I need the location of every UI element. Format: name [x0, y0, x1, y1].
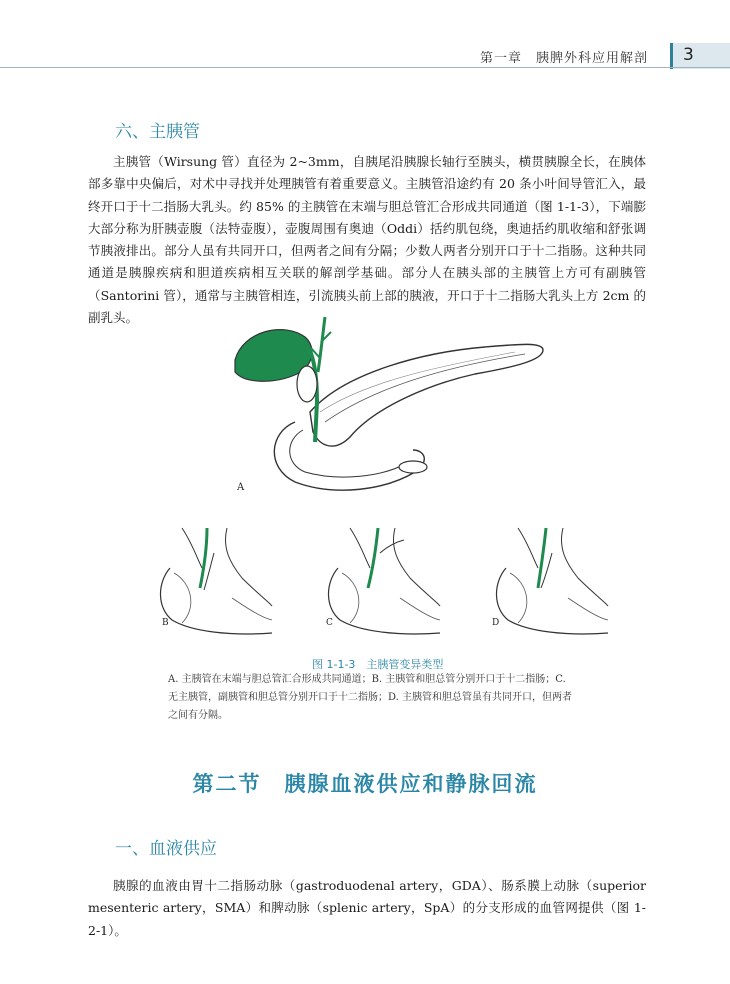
figure-caption-title: 图 1-1-3 主胰管变异类型: [312, 658, 444, 671]
figure-panel-c: [320, 528, 440, 638]
main-duct-paragraph-text: 主胰管（Wirsung 管）直径为 2~3mm，自胰尾沿胰腺长轴行至胰头，横贯胰腺全长，在胰体部多靠中央偏后，对术中寻找并处理胰管有着重要意义。主胰管沿途约有 20 条小叶间导管汇入，最终开口于十二指肠大乳头。约 85% 的主胰管在末端与胆总管汇合形成共同通道（图 1-1-3），下端膨大部分称为肝胰壶腹（法特壶腹），壶腹周围有奥迪（Oddi）括约肌包绕，奥迪括约肌收缩和舒张调节胰液排出。部分人虽有共同开口，但两者之间有分隔；少数人两者分别开口于十二指肠。这种共同通道是胰腺疾病和胆道疾病相互关联的解剖学基础。部分人在胰头部的主胰管上方可有副胰管（Santorini 管），通常与主胰管相连，引流胰头前上部的胰液，开口于十二指肠大乳头上方 2cm 的副乳头。: [88, 154, 646, 326]
figure-caption-text: A. 主胰管在末端与胆总管汇合形成共同通道；B. 主胰管和胆总管分别开口于十二指肠；C. 无主胰管，副胰管和胆总管分别开口于十二指肠；D. 主胰管和胆总管虽有共同开口，但两者之间有分隔。: [168, 674, 573, 721]
panel-b-label: B: [162, 618, 169, 628]
section-heading-main-duct: 六、主胰管: [115, 122, 200, 142]
header-rule: [0, 67, 730, 68]
pancreas-outline: [310, 344, 543, 446]
figure-panel-a: [225, 312, 555, 502]
main-duct-paragraph: [88, 151, 646, 329]
section-title: 第二节 胰腺血液供应和静脉回流: [192, 771, 538, 796]
subsection-heading-blood-supply: 一、血液供应: [115, 839, 217, 859]
figure-panel-d: [488, 528, 608, 638]
page-header: [0, 0, 730, 72]
panel-d-label: D: [492, 618, 500, 628]
blood-supply-paragraph: [88, 875, 646, 942]
page-number-tab: [670, 43, 730, 69]
page-number: 3: [683, 45, 694, 65]
blood-supply-paragraph-text: 胰腺的血液由胃十二指肠动脉（gastroduodenal artery，GDA）、肠系膜上动脉（superior mesenteric artery，SMA）和脾动脉（splenic artery，SpA）的分支形成的血管网提供（图 1-2-1）。: [88, 878, 646, 938]
panel-c-label: C: [326, 618, 333, 628]
jejunum-end: [399, 461, 427, 473]
figure-panel-b: [152, 528, 272, 638]
chapter-title: 第一章 胰脾外科应用解剖: [479, 51, 648, 66]
panel-a-label: A: [237, 482, 245, 493]
